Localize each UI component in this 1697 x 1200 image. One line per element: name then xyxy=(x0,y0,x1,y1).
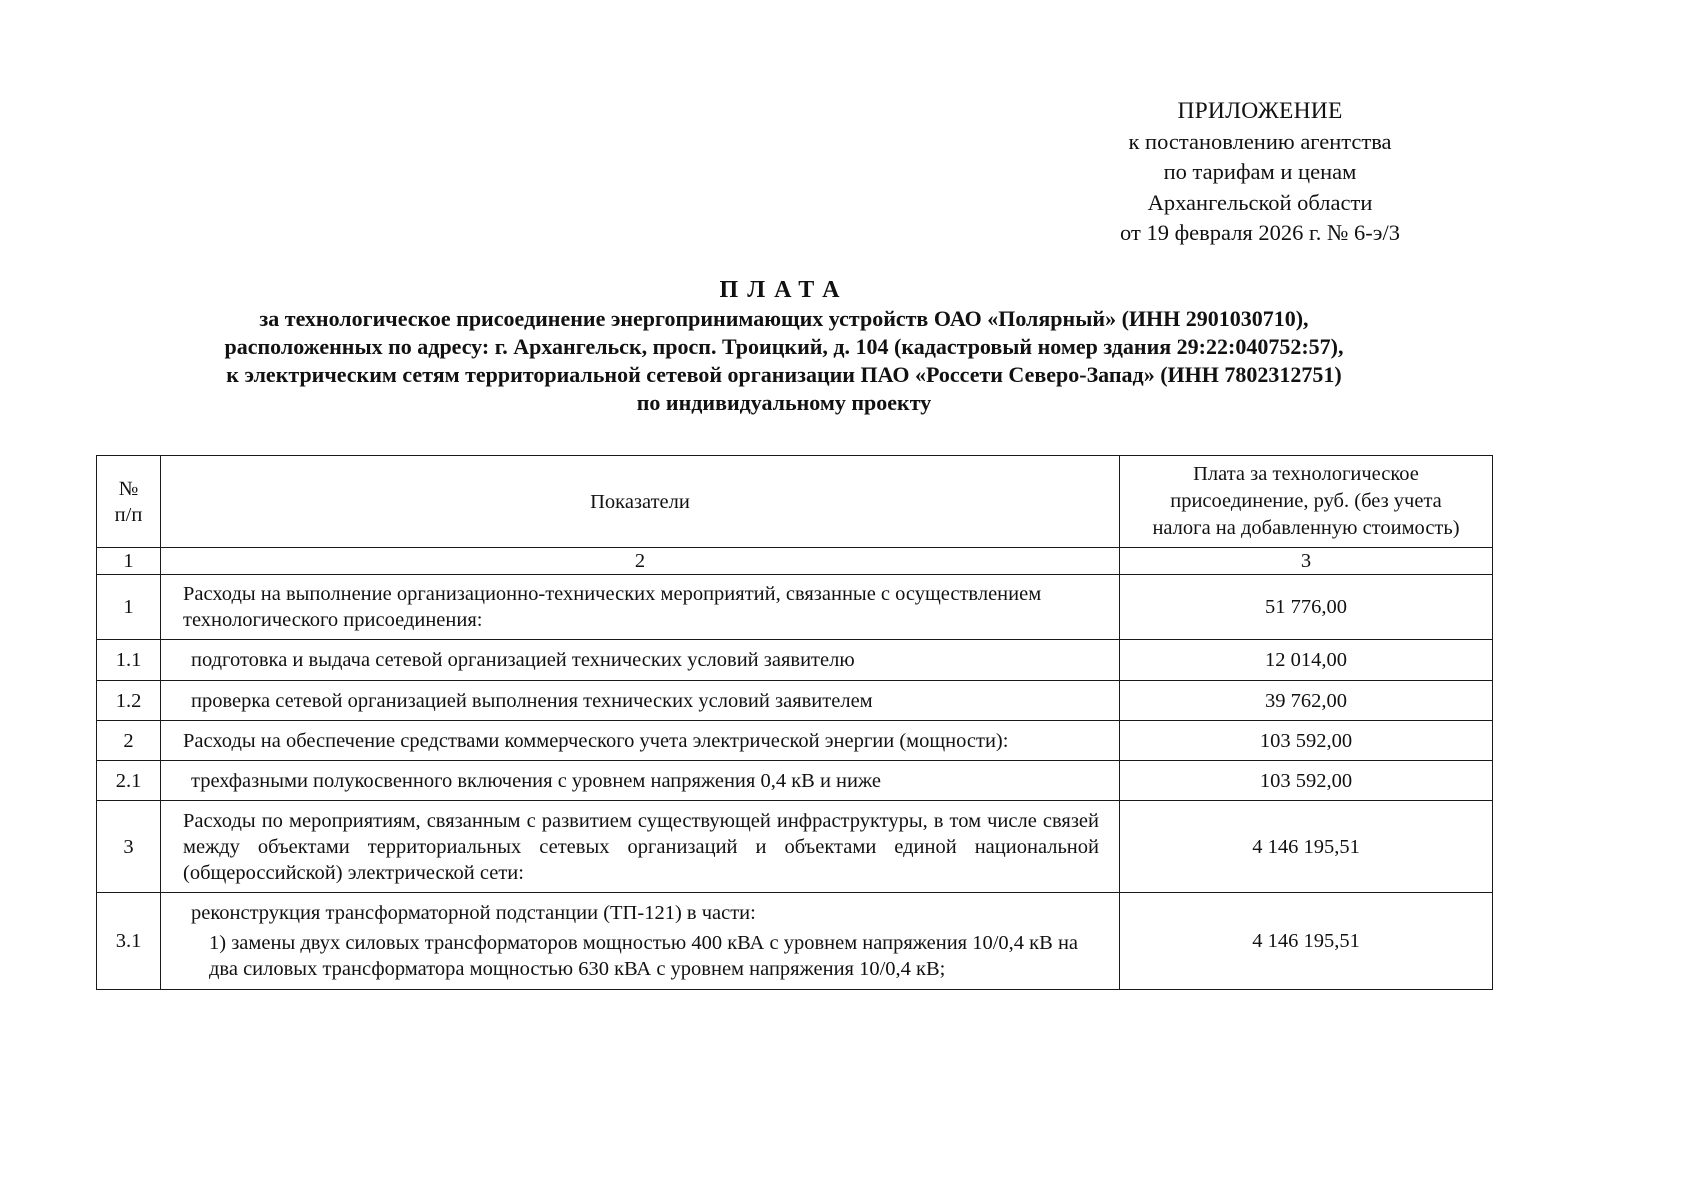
row-indicator-text: проверка сетевой организацией выполнения технических условий заявителем xyxy=(191,689,873,712)
table-row xyxy=(97,681,1493,721)
row-indicator-cell xyxy=(161,761,1120,801)
header-number-cell xyxy=(97,456,161,548)
row-number: 2.1 xyxy=(97,761,161,801)
document-heading xyxy=(0,276,1568,417)
row-fee: 4 146 195,51 xyxy=(1120,801,1493,893)
column-index-cell: 3 xyxy=(1120,548,1493,575)
row-indicator-cell xyxy=(161,640,1120,681)
row-indicator-text: Расходы по мероприятиям, связанным с развитием существующей инфраструктуры, в том числе связей между объектами территориальных сетевых организаций и объектами единой национальной (общероссийской) электрической сети: xyxy=(183,809,1099,884)
appendix-date-line: от 19 февраля 2026 г. № 6-э/3 xyxy=(1120,220,1400,245)
header-fee-line: налога на добавленную стоимость) xyxy=(1152,517,1460,539)
heading-line: за технологическое присоединение энергопринимающих устройств ОАО «Полярный» (ИНН 2901030710), xyxy=(259,306,1309,331)
table-row xyxy=(97,575,1493,640)
heading-line: расположенных по адресу: г. Архангельск, просп. Троицкий, д. 104 (кадастровый номер здания 29:22:040752:57), xyxy=(224,334,1344,359)
appendix-block xyxy=(1080,96,1440,249)
header-fee-line: Плата за технологическое xyxy=(1193,463,1419,485)
column-index-cell: 2 xyxy=(161,548,1120,575)
row-number: 3.1 xyxy=(97,893,161,990)
row-indicator-text: Расходы на выполнение организационно-технических мероприятий, связанные с осуществлением технологического присоединения: xyxy=(183,583,1042,631)
row-number: 1 xyxy=(97,575,161,640)
row-fee: 51 776,00 xyxy=(1120,575,1493,640)
row-indicator-text: трехфазными полукосвенного включения с уровнем напряжения 0,4 кВ и ниже xyxy=(191,769,881,792)
row-indicator-cell xyxy=(161,681,1120,721)
row-fee: 4 146 195,51 xyxy=(1120,893,1493,990)
row-number: 1.1 xyxy=(97,640,161,681)
heading-line: по индивидуальному проекту xyxy=(636,390,932,415)
table-row xyxy=(97,761,1493,801)
row-number: 2 xyxy=(97,721,161,761)
table-row xyxy=(97,801,1493,893)
header-number-abbr: п/п xyxy=(114,503,143,526)
table-row xyxy=(97,721,1493,761)
row-fee: 12 014,00 xyxy=(1120,640,1493,681)
row-number: 1.2 xyxy=(97,681,161,721)
header-number-sign: № xyxy=(118,477,139,500)
row-number: 3 xyxy=(97,801,161,893)
row-fee: 39 762,00 xyxy=(1120,681,1493,721)
column-index-cell: 1 xyxy=(97,548,161,575)
row-indicator-subitem: 1) замены двух силовых трансформаторов мощностью 400 кВА с уровнем напряжения 10/0,4 кВ на два силовых трансформатора мощностью 630 кВА с уровнем напряжения 10/0,4 кВ; xyxy=(209,932,1079,980)
appendix-line: по тарифам и ценам xyxy=(1163,159,1357,184)
heading-line: к электрическим сетям территориальной сетевой организации ПАО «Россети Северо-Запад» (ИНН 7802312751) xyxy=(226,362,1342,387)
header-indicators-cell xyxy=(161,456,1120,548)
appendix-line: к постановлению агентства xyxy=(1128,128,1392,154)
header-fee-cell xyxy=(1120,456,1493,548)
table-header-row xyxy=(97,456,1493,548)
fee-table xyxy=(96,455,1493,990)
row-fee: 103 592,00 xyxy=(1120,761,1493,801)
appendix-line: Архангельской области xyxy=(1147,189,1373,215)
row-fee: 103 592,00 xyxy=(1120,721,1493,761)
appendix-title: ПРИЛОЖЕНИЕ xyxy=(1177,98,1343,124)
table-row xyxy=(97,893,1493,990)
row-indicator-subtext-wrap xyxy=(161,930,1119,982)
row-indicator-cell xyxy=(161,801,1120,893)
column-index-row xyxy=(97,548,1493,575)
row-indicator-cell xyxy=(161,575,1120,640)
header-indicators-label: Показатели xyxy=(590,490,690,513)
row-indicator-cell xyxy=(161,721,1120,761)
header-fee-line: присоединение, руб. (без учета xyxy=(1170,490,1442,512)
row-indicator-text: Расходы на обеспечение средствами коммерческого учета электрической энергии (мощности): xyxy=(183,729,1009,752)
row-indicator-text: подготовка и выдача сетевой организацией технических условий заявителю xyxy=(191,649,855,671)
row-indicator-cell xyxy=(161,893,1120,990)
table-row xyxy=(97,640,1493,681)
row-indicator-text: реконструкция трансформаторной подстанции (ТП-121) в части: xyxy=(191,902,756,924)
document-title: ПЛАТА xyxy=(719,277,849,303)
